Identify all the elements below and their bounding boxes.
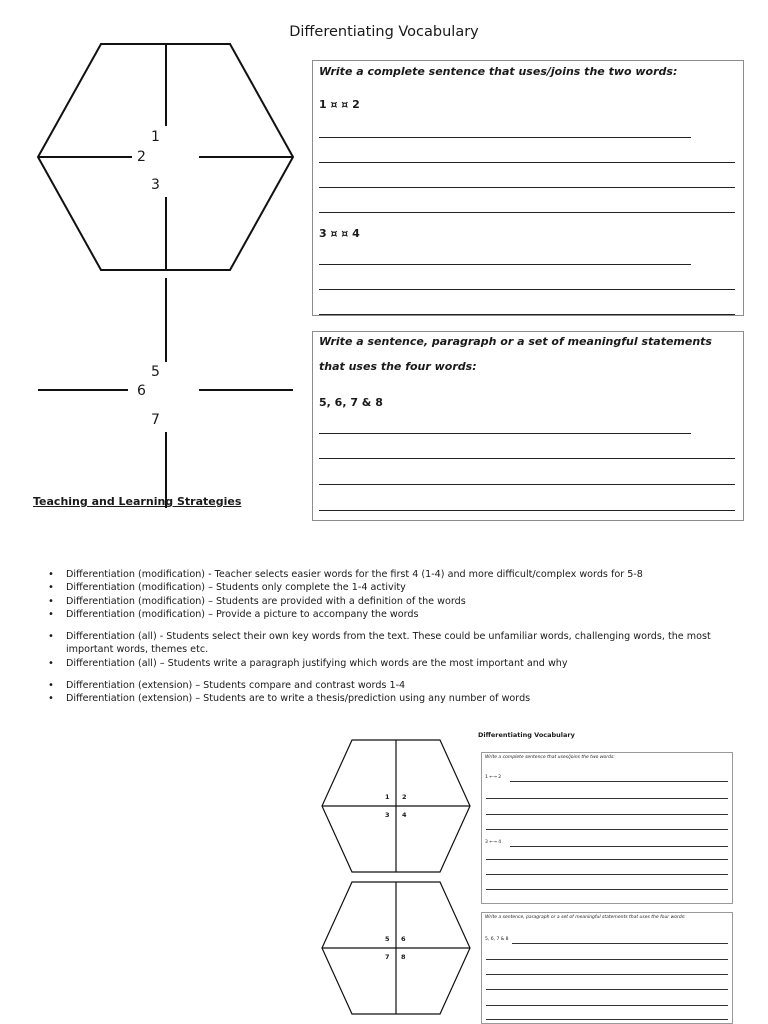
thumb-box2-instruction: Write a sentence, paragraph or a set of meaningful statements that uses the four words: bbox=[485, 915, 686, 920]
list-item: • Differentiation (extension) – Students are to write a thesis/prediction using any number of words bbox=[48, 692, 748, 705]
number-7: 7 bbox=[151, 412, 160, 428]
thumb-answer-line bbox=[510, 846, 728, 847]
thumb-answer-line bbox=[486, 989, 728, 990]
number-3: 3 bbox=[151, 177, 160, 193]
thumb-number-8: 8 bbox=[401, 953, 406, 961]
thumbnail-box1 bbox=[481, 752, 733, 904]
number-1: 1 bbox=[151, 129, 160, 145]
box1-instruction: Write a complete sentence that uses/joins the two words: bbox=[319, 65, 678, 78]
pair-3-4-label: 3 ¤ ¤ 4 bbox=[319, 227, 360, 240]
list-item: • Differentiation (modification) – Provide a picture to accompany the words bbox=[48, 608, 748, 621]
thumb-number-5: 5 bbox=[385, 935, 390, 943]
thumb-words-5-8: 5, 6, 7 & 8 bbox=[485, 937, 509, 942]
words-5-8-label: 5, 6, 7 & 8 bbox=[319, 396, 383, 409]
thumbnail-title: Differentiating Vocabulary bbox=[478, 731, 575, 739]
pair-1-2-label: 1 ¤ ¤ 2 bbox=[319, 98, 360, 111]
thumb-answer-line bbox=[486, 959, 728, 960]
thumb-answer-line bbox=[486, 814, 728, 815]
number-6: 6 bbox=[137, 383, 146, 399]
thumb-answer-line bbox=[486, 1005, 728, 1006]
box2-instruction-line2: that uses the four words: bbox=[319, 360, 477, 373]
thumb-number-3: 3 bbox=[385, 811, 390, 819]
thumb-answer-line bbox=[486, 859, 728, 860]
thumb-answer-line bbox=[486, 829, 728, 830]
thumb-number-2: 2 bbox=[402, 793, 407, 801]
thumb-number-7: 7 bbox=[385, 953, 390, 961]
thumb-answer-line bbox=[486, 974, 728, 975]
page-title: Differentiating Vocabulary bbox=[289, 24, 479, 40]
thumbnail-box2 bbox=[481, 912, 733, 1024]
thumb-number-1: 1 bbox=[385, 793, 390, 801]
strategies-heading: Teaching and Learning Strategies bbox=[33, 495, 242, 508]
list-item: • Differentiation (all) - Students select their own key words from the text. These could be unfamiliar words, challenging words, the most important words, themes etc. bbox=[48, 630, 748, 657]
thumb-answer-line bbox=[510, 781, 728, 782]
number-5: 5 bbox=[151, 364, 160, 380]
number-2: 2 bbox=[137, 149, 146, 165]
thumb-number-6: 6 bbox=[401, 935, 406, 943]
thumb-answer-line bbox=[486, 874, 728, 875]
list-item: • Differentiation (modification) – Students only complete the 1-4 activity bbox=[48, 581, 748, 594]
thumb-answer-line bbox=[512, 943, 728, 944]
thumb-answer-line bbox=[486, 1019, 728, 1020]
list-item: • Differentiation (all) – Students write a paragraph justifying which words are the most important and why bbox=[48, 657, 748, 670]
thumb-pair-1-2: 1 ←→ 2 bbox=[485, 775, 502, 780]
thumb-box1-instruction: Write a complete sentence that uses/joins the two words: bbox=[485, 755, 615, 760]
thumb-answer-line bbox=[486, 798, 728, 799]
thumb-number-4: 4 bbox=[402, 811, 407, 819]
list-item: • Differentiation (modification) - Teacher selects easier words for the first 4 (1-4) and more difficult/complex words for 5-8 bbox=[48, 568, 748, 581]
list-item: • Differentiation (extension) – Students compare and contrast words 1-4 bbox=[48, 679, 748, 692]
box2-instruction-line1: Write a sentence, paragraph or a set of meaningful statements bbox=[319, 335, 712, 348]
thumb-answer-line bbox=[486, 889, 728, 890]
list-item: • Differentiation (modification) – Students are provided with a definition of the words bbox=[48, 595, 748, 608]
thumb-pair-3-4: 3 ←→ 4 bbox=[485, 840, 502, 845]
